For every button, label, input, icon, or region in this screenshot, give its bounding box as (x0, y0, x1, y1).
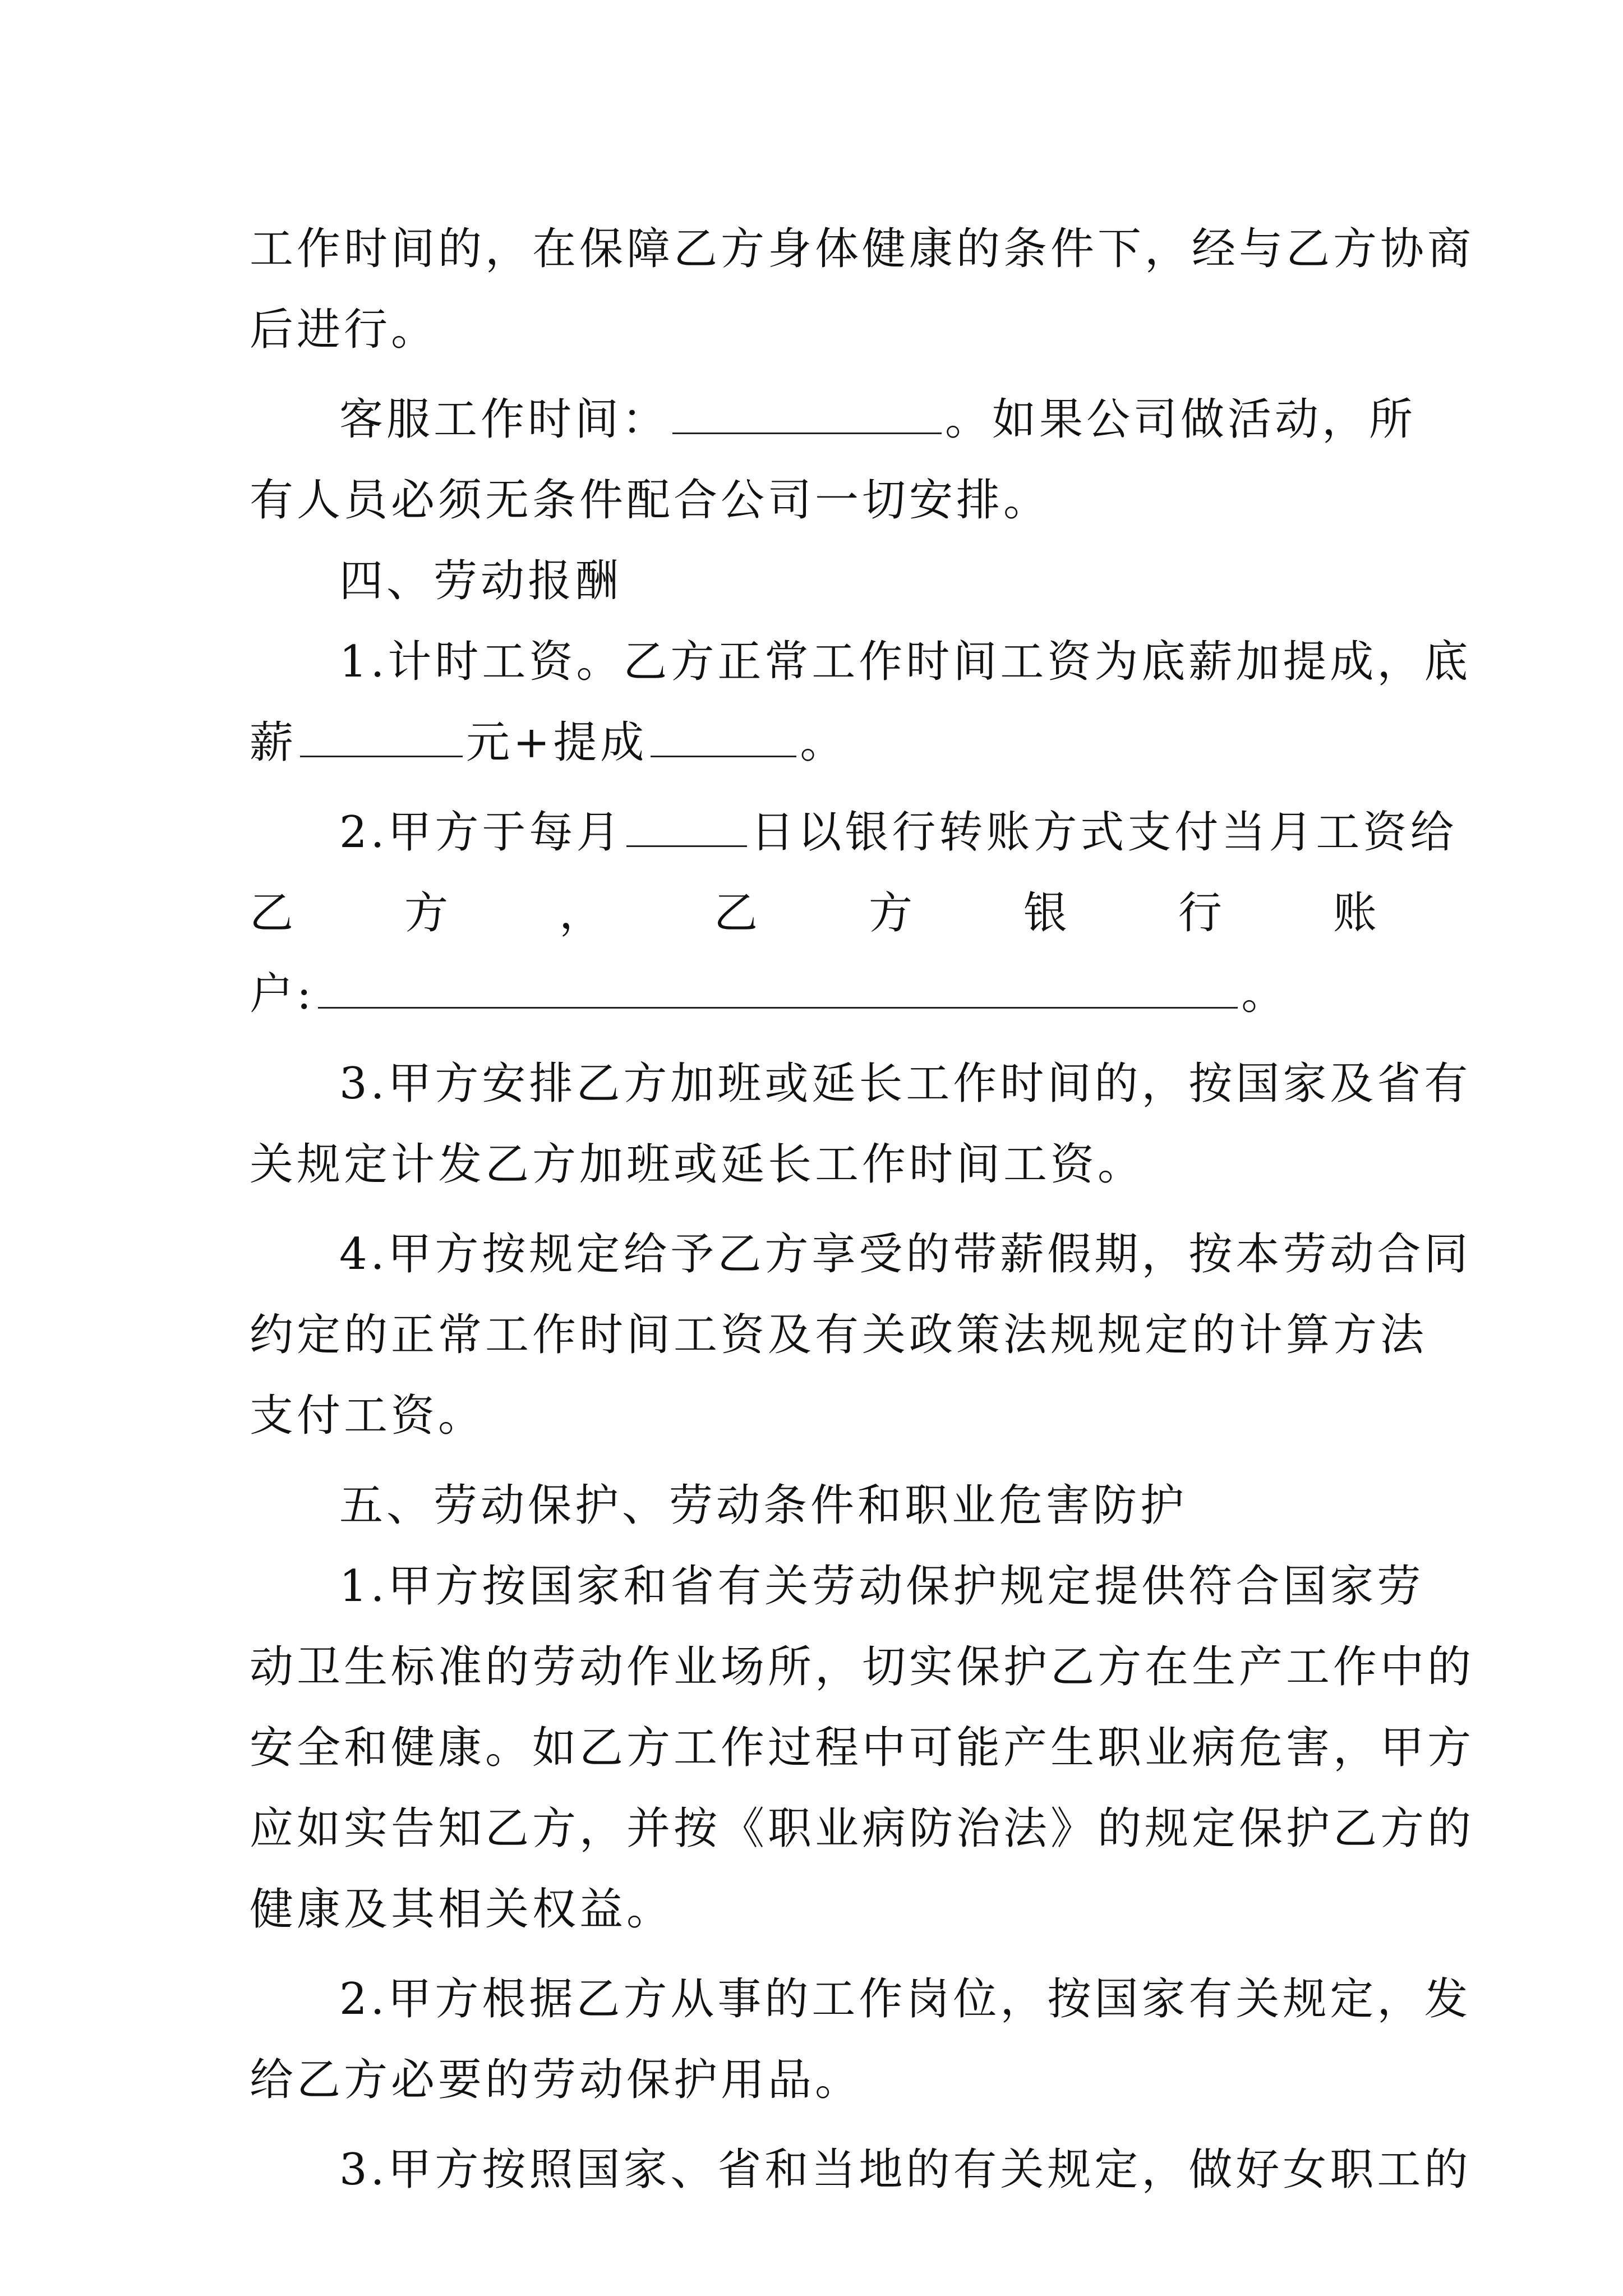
text-line: 1.甲方按国家和省有关劳动保护规定提供符合国家劳 (339, 1561, 1424, 1612)
text-line: 2.甲方根据乙方从事的工作岗位，按国家有关规定，发 (339, 1974, 1472, 2024)
text-line: 动卫生标准的劳动作业场所，切实保护乙方在生产工作中的 (250, 1642, 1475, 1692)
char: 账 (1332, 888, 1380, 938)
justified-line (250, 873, 1382, 954)
char: 银 (1023, 888, 1071, 938)
section-heading-remuneration: 四、劳动报酬 (339, 556, 623, 606)
text-line: 关规定计发乙方加班或延长工作时间工资。 (250, 1139, 1145, 1190)
text-line: 有人员必须无条件配合公司一切安排。 (250, 475, 1051, 526)
document-body (250, 209, 1475, 2210)
bank-account-end: 。 (1241, 969, 1289, 1019)
work-hours-label: 客服工作时间： (339, 394, 670, 445)
text-line: 4.甲方按规定给予乙方享受的带薪假期，按本劳动合同 (339, 1229, 1472, 1280)
work-hours-line (250, 379, 1417, 460)
payday-line (250, 792, 1458, 873)
payday-blank[interactable] (626, 803, 747, 847)
text-line: 支付工资。 (250, 1391, 486, 1441)
base-salary-label: 薪 (250, 717, 297, 768)
section-heading-protection: 五、劳动保护、劳动条件和职业危害防护 (339, 1480, 1188, 1531)
text-line: 3.甲方安排乙方加班或延长工作时间的，按国家及省有 (339, 1059, 1472, 1109)
text-line: 约定的正常工作时间工资及有关政策法规规定的计算方法 (250, 1310, 1428, 1360)
char: 乙 (713, 888, 761, 938)
commission-label: 元+提成 (466, 717, 648, 768)
char: ， (559, 888, 606, 938)
char: 方 (404, 888, 451, 938)
bank-account-line (250, 954, 1382, 1034)
bank-account-blank[interactable] (318, 964, 1238, 1009)
text-line: 1.计时工资。乙方正常工作时间工资为底薪加提成，底 (339, 637, 1472, 687)
text-line: 健康及其相关权益。 (250, 1884, 674, 1935)
payday-suffix: 日以银行转账方式支付当月工资给 (750, 807, 1458, 858)
text-line: 安全和健康。如乙方工作过程中可能产生职业病危害，甲方 (250, 1723, 1475, 1773)
bank-account-label: 户: (250, 969, 315, 1019)
salary-line-end: 。 (800, 717, 847, 768)
text-line: 给乙方必要的劳动保护用品。 (250, 2055, 863, 2105)
char: 乙 (250, 888, 297, 938)
char: 行 (1178, 888, 1225, 938)
text-line: 工作时间的，在保障乙方身体健康的条件下，经与乙方协商 (250, 224, 1475, 274)
salary-line (250, 702, 1382, 783)
work-hours-blank[interactable] (672, 390, 942, 434)
text-line: 3.甲方按照国家、省和当地的有关规定，做好女职工的 (339, 2145, 1472, 2195)
commission-blank[interactable] (651, 713, 796, 757)
char: 方 (868, 888, 916, 938)
work-hours-suffix: 。如果公司做活动，所 (945, 394, 1417, 445)
text-line: 应如实告知乙方，并按《职业病防治法》的规定保护乙方的 (250, 1803, 1475, 1854)
payday-label: 2.甲方于每月 (339, 807, 624, 858)
text-line: 后进行。 (250, 305, 439, 355)
base-salary-blank[interactable] (300, 713, 463, 757)
